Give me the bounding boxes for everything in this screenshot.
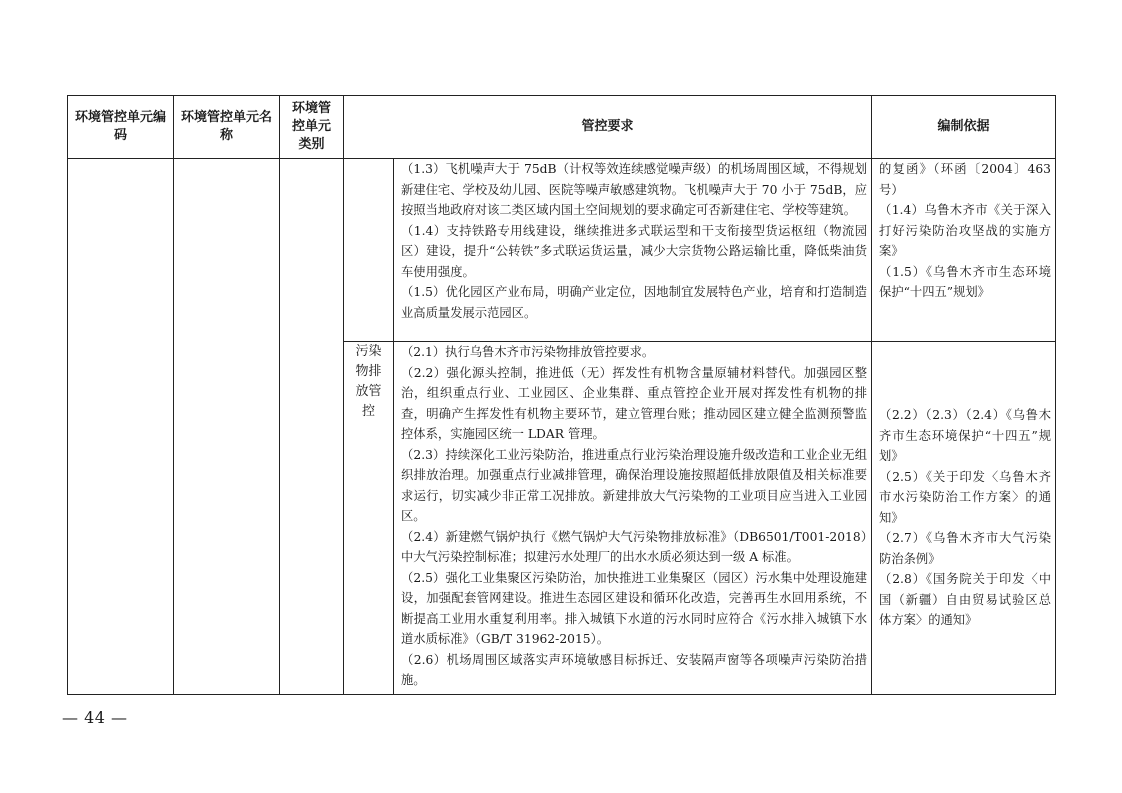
header-unit-name: 环境管控单元名称 xyxy=(174,96,280,159)
unit-name-cell xyxy=(174,159,280,695)
requirements-cell xyxy=(394,342,872,695)
page-number: — 44 — xyxy=(62,708,128,727)
header-requirements: 管控要求 xyxy=(344,96,872,159)
basis-item: 的复函》（环函〔2004〕463 号） xyxy=(879,162,1052,197)
category-cell xyxy=(344,342,394,695)
basis-cell xyxy=(872,342,1056,695)
requirement-item: （2.2）强化源头控制，推进低（无）挥发性有机物含量原辅材料替代。加强园区整治，组织重点行业、工业园区、企业集群、重点管控企业开展对挥发性有机物的排查，明确产生挥发性有机物主要环节，建立管理台账；推动园区建立健全监测预警监控体系，实施园区统一 LDAR 管理。 xyxy=(401,365,868,441)
regulation-table-sheet xyxy=(67,95,1055,695)
table-header-row xyxy=(68,96,1056,159)
header-unit-code: 环境管控单元编码 xyxy=(68,96,174,159)
requirements-cell xyxy=(394,159,872,342)
basis-cell xyxy=(872,159,1056,342)
basis-item: （2.5）《关于印发〈乌鲁木齐市水污染防治工作方案〉的通知》 xyxy=(879,469,1052,525)
category-label: 污染物排放管控 xyxy=(355,344,382,419)
requirement-item: （1.4）支持铁路专用线建设，继续推进多式联运型和干支衔接型货运枢纽（物流园区）建设，提升“公转铁”多式联运货运量，减少大宗货物公路运输比重，降低柴油货车使用强度。 xyxy=(401,223,868,279)
requirement-item: （2.1）执行乌鲁木齐市污染物排放管控要求。 xyxy=(401,345,655,359)
basis-item: （2.7）《乌鲁木齐市大气污染防治条例》 xyxy=(879,531,1052,566)
requirement-item: （2.4）新建燃气锅炉执行《燃气锅炉大气污染物排放标准》（DB6501/T001-2018）中大气污染控制标准；拟建污水处理厂的出水水质必须达到一级 A 标准。 xyxy=(401,529,868,564)
basis-item: （2.8）《国务院关于印发〈中国（新疆）自由贸易试验区总体方案〉的通知》 xyxy=(879,572,1052,628)
header-unit-type: 环境管 控单元 类别 xyxy=(280,96,344,159)
table-row xyxy=(68,159,1056,342)
requirement-item: （2.6）机场周围区域落实声环境敏感目标拆迁、安装隔声窗等各项噪声污染防治措施。 xyxy=(401,652,868,687)
requirement-item: （2.3）持续深化工业污染防治，推进重点行业污染治理设施升级改造和工业企业无组织排放治理。加强重点行业减排管理，确保治理设施按照超低排放限值及相关标准要求运行，切实减少非正常工况排放。新建排放大气污染物的工业项目应当进入工业园区。 xyxy=(401,447,868,523)
basis-item: （2.2）（2.3）（2.4）《乌鲁木齐市生态环境保护“十四五”规划》 xyxy=(879,408,1052,464)
unit-code-cell xyxy=(68,159,174,695)
requirement-item: （1.5）优化园区产业布局，明确产业定位，因地制宜发展特色产业，培育和打造制造业高质量发展示范园区。 xyxy=(401,285,868,320)
category-cell-continued xyxy=(344,159,394,342)
requirement-item: （1.3）飞机噪声大于 75dB（计权等效连续感觉噪声级）的机场周围区域，不得规划新建住宅、学校及幼儿园、医院等噪声敏感建筑物。飞机噪声大于 70 小于 75dB，应按照当地政府对该二类区域内国土空间规划的要求确定可否新建住宅、学校等建筑。 xyxy=(401,162,868,217)
basis-item: （1.5）《乌鲁木齐市生态环境保护“十四五”规划》 xyxy=(879,264,1052,299)
unit-type-cell xyxy=(280,159,344,695)
requirement-item: （2.5）强化工业集聚区污染防治，加快推进工业集聚区（园区）污水集中处理设施建设，加强配套管网建设。推进生态园区建设和循环化改造，完善再生水回用系统，不断提高工业用水重复利用率。排入城镇下水道的污水同时应符合《污水排入城镇下水道水质标准》（GB/T 31962-2015）。 xyxy=(401,570,868,646)
basis-item: （1.4）乌鲁木齐市《关于深入打好污染防治攻坚战的实施方案》 xyxy=(879,203,1052,258)
control-requirements-table xyxy=(67,95,1056,695)
header-basis: 编制依据 xyxy=(872,96,1056,159)
